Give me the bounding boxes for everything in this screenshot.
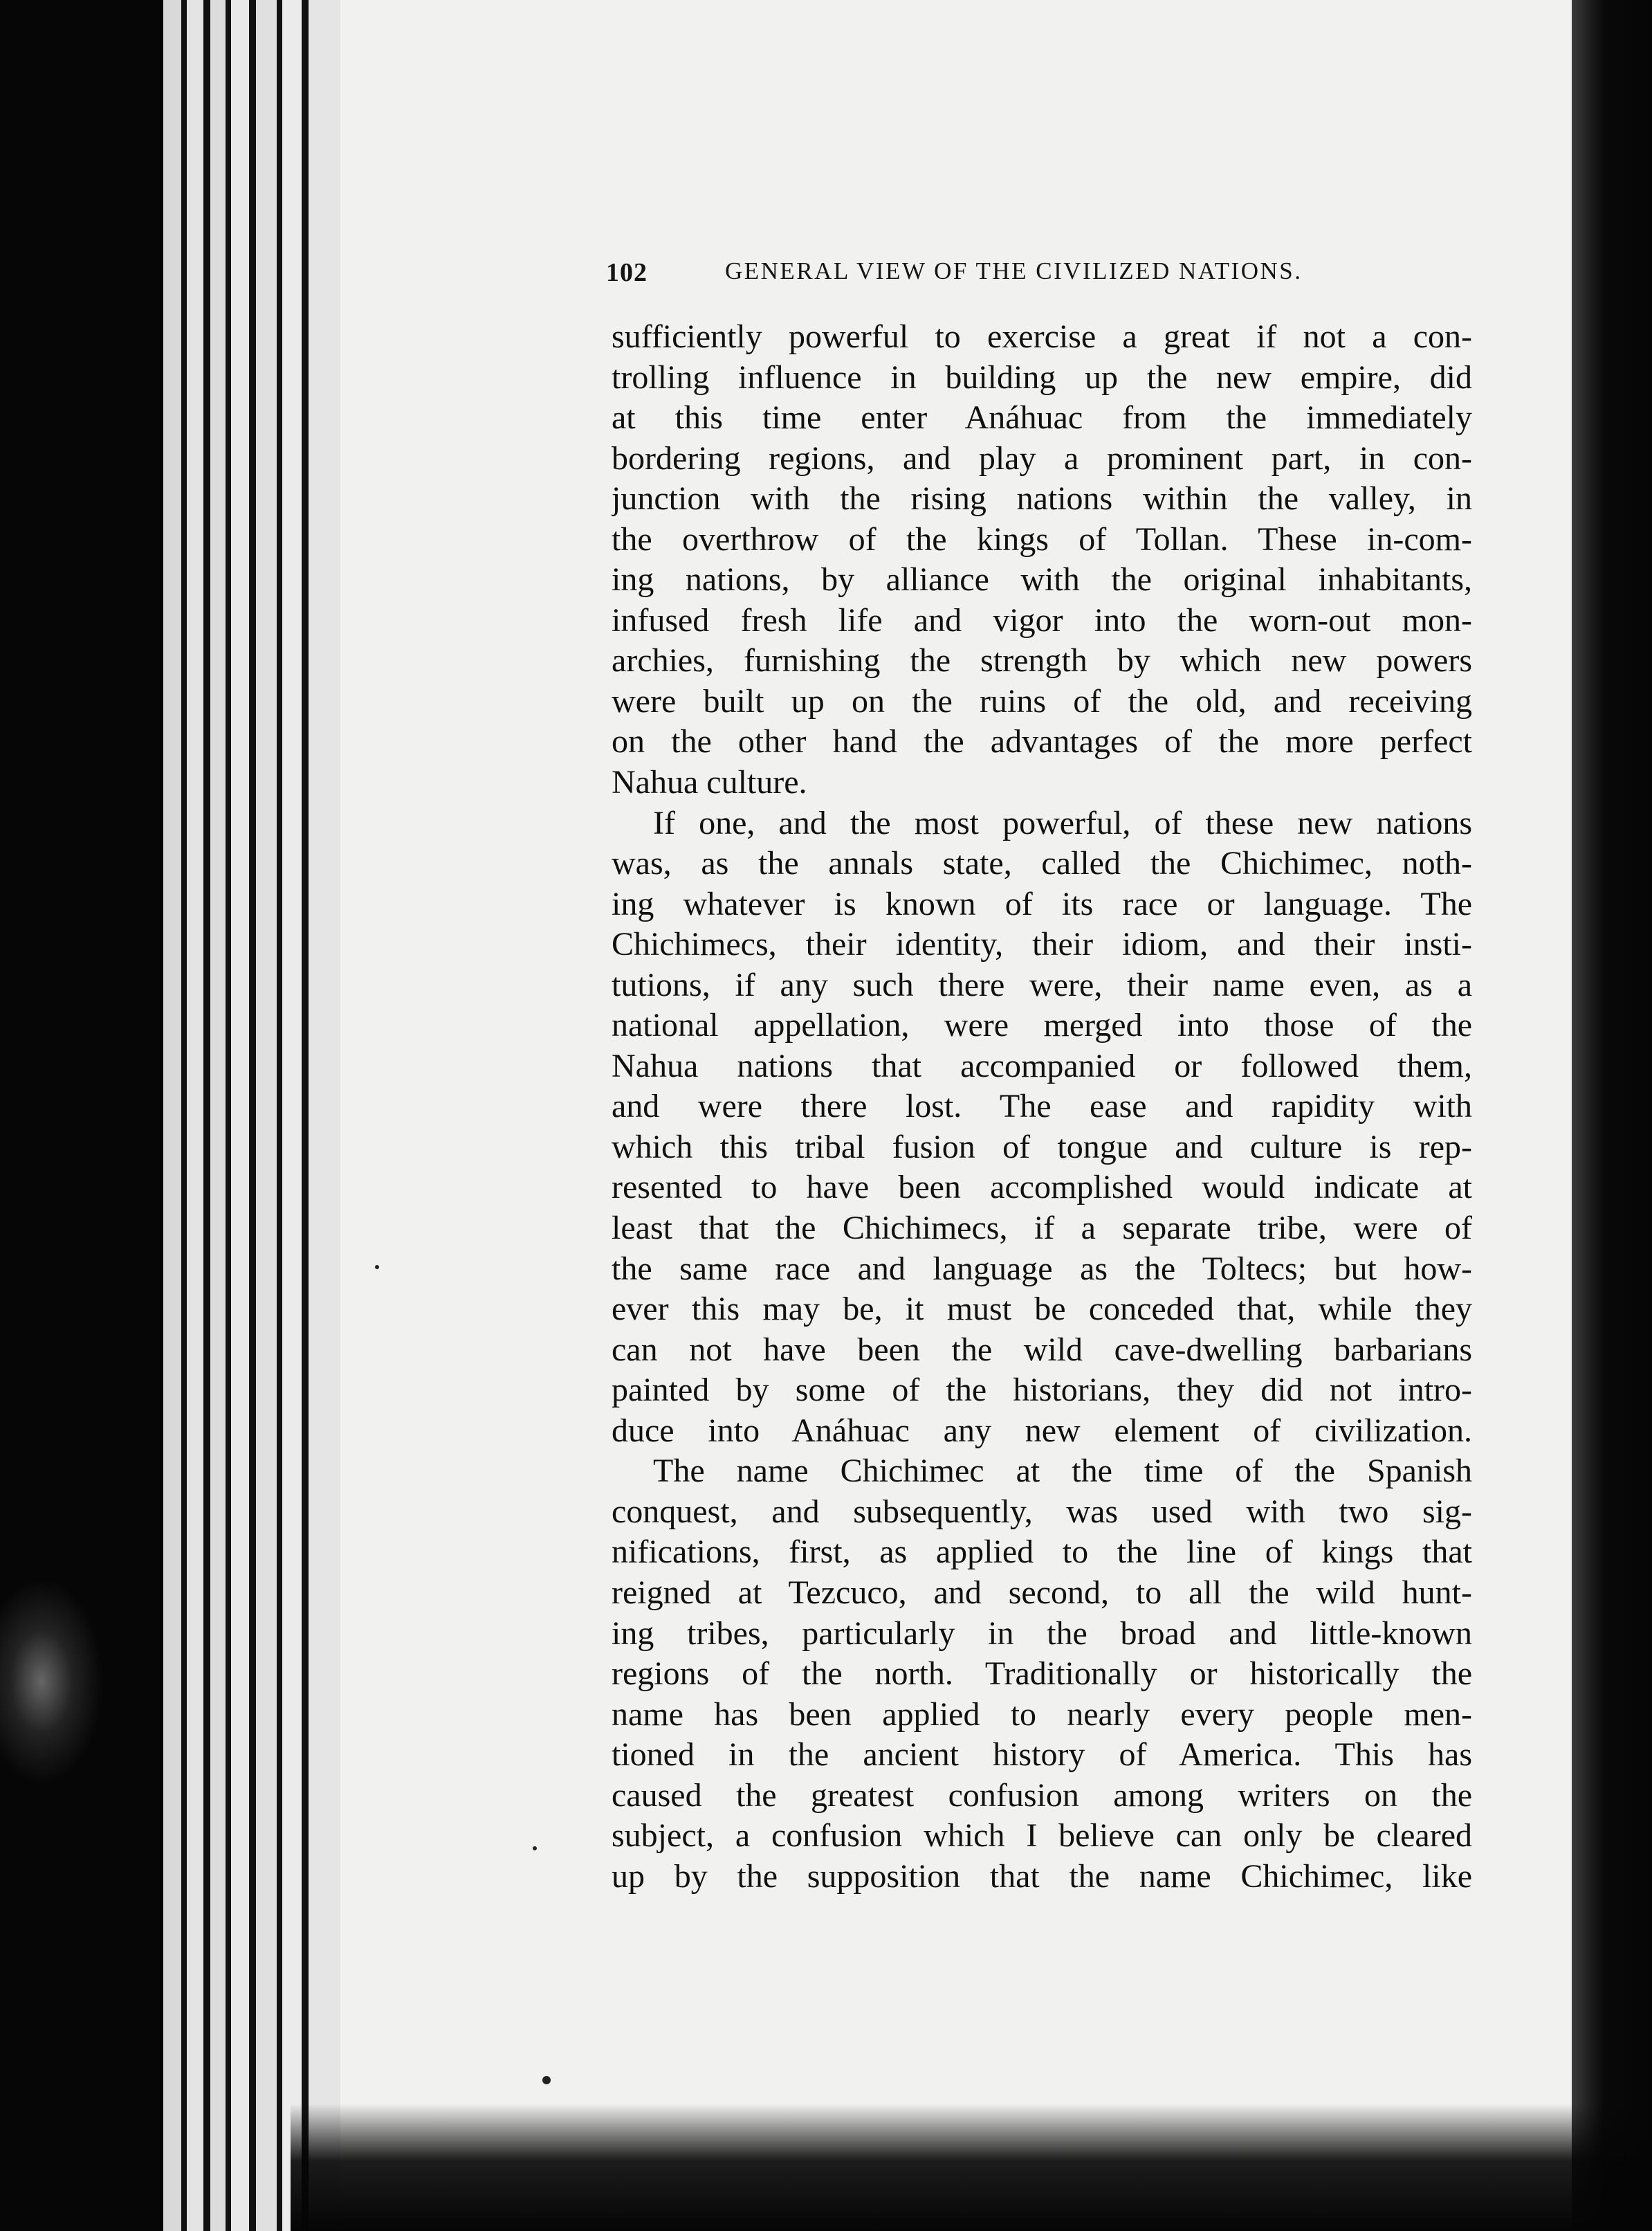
running-header [606, 257, 1408, 299]
text-line: and were there lost. The ease and rapidity with [612, 1088, 1472, 1125]
text-line: reigned at Tezcuco, and second, to all the wild hunt- [612, 1574, 1472, 1611]
text-line: nifications, first, as applied to the line of kings that [612, 1533, 1472, 1571]
text-line: sufficiently powerful to exercise a great if not a con- [612, 318, 1472, 355]
text-line: the same race and language as the Toltecs; but how- [612, 1250, 1472, 1287]
text-line: Nahua nations that accompanied or followed them, [612, 1047, 1472, 1084]
text-line: tioned in the ancient history of America. This has [612, 1736, 1472, 1774]
scan-speck [533, 1846, 537, 1850]
text-line: conquest, and subsequently, was used with two sig- [612, 1493, 1472, 1530]
text-line: on the other hand the advantages of the more perfect [612, 723, 1472, 761]
text-line: bordering regions, and play a prominent part, in con- [612, 439, 1472, 477]
text-line: national appellation, were merged into those of the [612, 1007, 1472, 1044]
text-line: the overthrow of the kings of Tollan. These in-com- [612, 520, 1472, 558]
text-line: Chichimecs, their identity, their idiom, and their insti- [612, 926, 1472, 963]
page-number: 102 [606, 258, 648, 287]
text-line: infused fresh life and vigor into the worn-out mon- [612, 601, 1472, 639]
text-line: were built up on the ruins of the old, and receiving [612, 682, 1472, 720]
book-page-edges [163, 0, 350, 2231]
text-line: can not have been the wild cave-dwelling barbarians [612, 1331, 1472, 1368]
text-line: subject, a confusion which I believe can only be cleared [612, 1817, 1472, 1855]
text-line: junction with the rising nations within the valley, in [612, 480, 1472, 518]
text-line: regions of the north. Traditionally or historically the [612, 1655, 1472, 1693]
text-line: The name Chichimec at the time of the Spanish [653, 1453, 1472, 1490]
body-text [612, 317, 1472, 1897]
scan-stain [0, 1578, 104, 1785]
text-line: name has been applied to nearly every people men- [612, 1695, 1472, 1733]
text-line: ing nations, by alliance with the original inhabitants, [612, 561, 1472, 599]
text-line: archies, furnishing the strength by which new powers [612, 642, 1472, 680]
text-line: Nahua culture. [612, 764, 807, 801]
scan-speck [375, 1265, 379, 1269]
text-line: duce into Anáhuac any new element of civilization. [612, 1412, 1472, 1449]
text-line: was, as the annals state, called the Chichimec, noth- [612, 845, 1472, 882]
text-line: ever this may be, it must be conceded that, while they [612, 1291, 1472, 1328]
text-line: painted by some of the historians, they did not intro- [612, 1372, 1472, 1409]
text-line: caused the greatest confusion among writers on the [612, 1776, 1472, 1814]
text-line: If one, and the most powerful, of these new nations [653, 804, 1472, 841]
text-line: ing tribes, particularly in the broad and little-known [612, 1614, 1472, 1652]
text-line: resented to have been accomplished would indicate at [612, 1169, 1472, 1206]
text-line: ing whatever is known of its race or language. The [612, 885, 1472, 922]
scan-speck [542, 2076, 551, 2084]
running-title: GENERAL VIEW OF THE CIVILIZED NATIONS. [725, 257, 1303, 284]
page-shadow-right [1572, 0, 1652, 2231]
text-line: least that the Chichimecs, if a separate tribe, were of [612, 1210, 1472, 1247]
text-line: up by the supposition that the name Chichimec, like [612, 1857, 1472, 1895]
text-line: tutions, if any such there were, their name even, as a [612, 966, 1472, 1003]
text-line: trolling influence in building up the new empire, did [612, 358, 1472, 396]
text-line: which this tribal fusion of tongue and culture is rep- [612, 1128, 1472, 1165]
page-shadow-bottom [291, 2104, 1652, 2231]
text-line: at this time enter Anáhuac from the immediately [612, 399, 1472, 437]
